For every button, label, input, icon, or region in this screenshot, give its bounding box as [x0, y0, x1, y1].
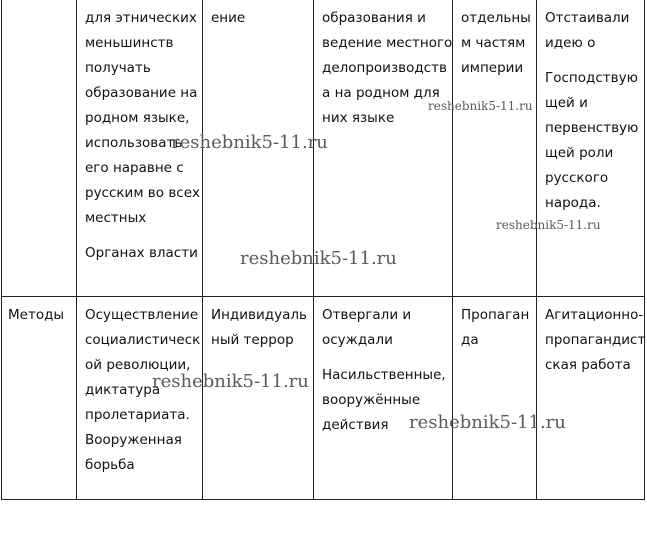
cell-col6-bottom: [545, 303, 645, 378]
cell-col5-top: [461, 6, 531, 81]
text-line: ведение местного: [322, 35, 453, 51]
text-line: Вооруженная: [85, 432, 182, 448]
column-divider-1: [76, 0, 77, 500]
text-line: пролетариата.: [85, 407, 190, 423]
text-line: народа.: [545, 195, 601, 211]
table-border-bottom: [1, 499, 645, 500]
text-line: отдельны: [461, 10, 531, 26]
table-border-right: [644, 0, 645, 500]
cell-col3-top: [211, 6, 245, 31]
watermark: reshebnik5-11.ru: [171, 132, 328, 153]
text-line: первенствую: [545, 120, 639, 136]
text-line: Господствую: [545, 70, 638, 86]
text-line: идею о: [545, 35, 596, 51]
text-line: Органах власти: [85, 245, 198, 261]
watermark: reshebnik5-11.ru: [240, 248, 397, 269]
text-line: Насильственные,: [322, 367, 446, 383]
text-line: использовать: [85, 135, 183, 151]
text-line: щей и: [545, 95, 588, 111]
cell-col3-bottom: [211, 303, 307, 353]
text-line: для этнических: [85, 10, 197, 26]
text-line: Методы: [8, 307, 65, 323]
text-line: ный террор: [211, 332, 294, 348]
column-divider-2: [202, 0, 203, 500]
text-line: м частям: [461, 35, 526, 51]
text-line: его наравне с: [85, 160, 184, 176]
text-line: ой революции,: [85, 357, 191, 373]
watermark: reshebnik5-11.ru: [409, 412, 566, 433]
text-line: действия: [322, 417, 389, 433]
row-header-methods: [8, 303, 64, 328]
text-line: русского: [545, 170, 609, 186]
text-line: местных: [85, 210, 147, 226]
text-line: Индивидуаль: [211, 307, 307, 323]
text-line: русским во всех: [85, 185, 200, 201]
text-line: Пропаган: [461, 307, 530, 323]
cell-col6-top: [545, 6, 638, 226]
text-line: получать: [85, 60, 151, 76]
text-line: них языке: [322, 110, 395, 126]
text-line: Отстаивали: [545, 10, 630, 26]
cell-col5-bottom: [461, 303, 529, 353]
text-line: ская работа: [545, 357, 631, 373]
text-line: Агитационно-: [545, 307, 644, 323]
table-border-left: [1, 0, 2, 500]
text-line: образования и: [322, 10, 426, 26]
watermark: reshebnik5-11.ru: [428, 99, 533, 113]
text-line: меньшинств: [85, 35, 174, 51]
text-line: пропагандист: [545, 332, 646, 348]
text-line: делопроизводств: [322, 60, 447, 76]
text-line: осуждали: [322, 332, 393, 348]
row-divider: [1, 296, 645, 297]
text-line: родном языке,: [85, 110, 190, 126]
text-line: Осуществление: [85, 307, 199, 323]
text-line: империи: [461, 60, 524, 76]
text-line: а на родном для: [322, 85, 440, 101]
text-line: щей роли: [545, 145, 614, 161]
text-line: образование на: [85, 85, 198, 101]
text-line: диктатура: [85, 382, 161, 398]
watermark: reshebnik5-11.ru: [152, 371, 309, 392]
text-line: борьба: [85, 457, 135, 473]
text-line: вооружённые: [322, 392, 421, 408]
text-line: социалистическ: [85, 332, 201, 348]
watermark: reshebnik5-11.ru: [496, 218, 601, 232]
text-line: ение: [211, 10, 246, 26]
text-line: да: [461, 332, 479, 348]
text-line: Отвергали и: [322, 307, 412, 323]
